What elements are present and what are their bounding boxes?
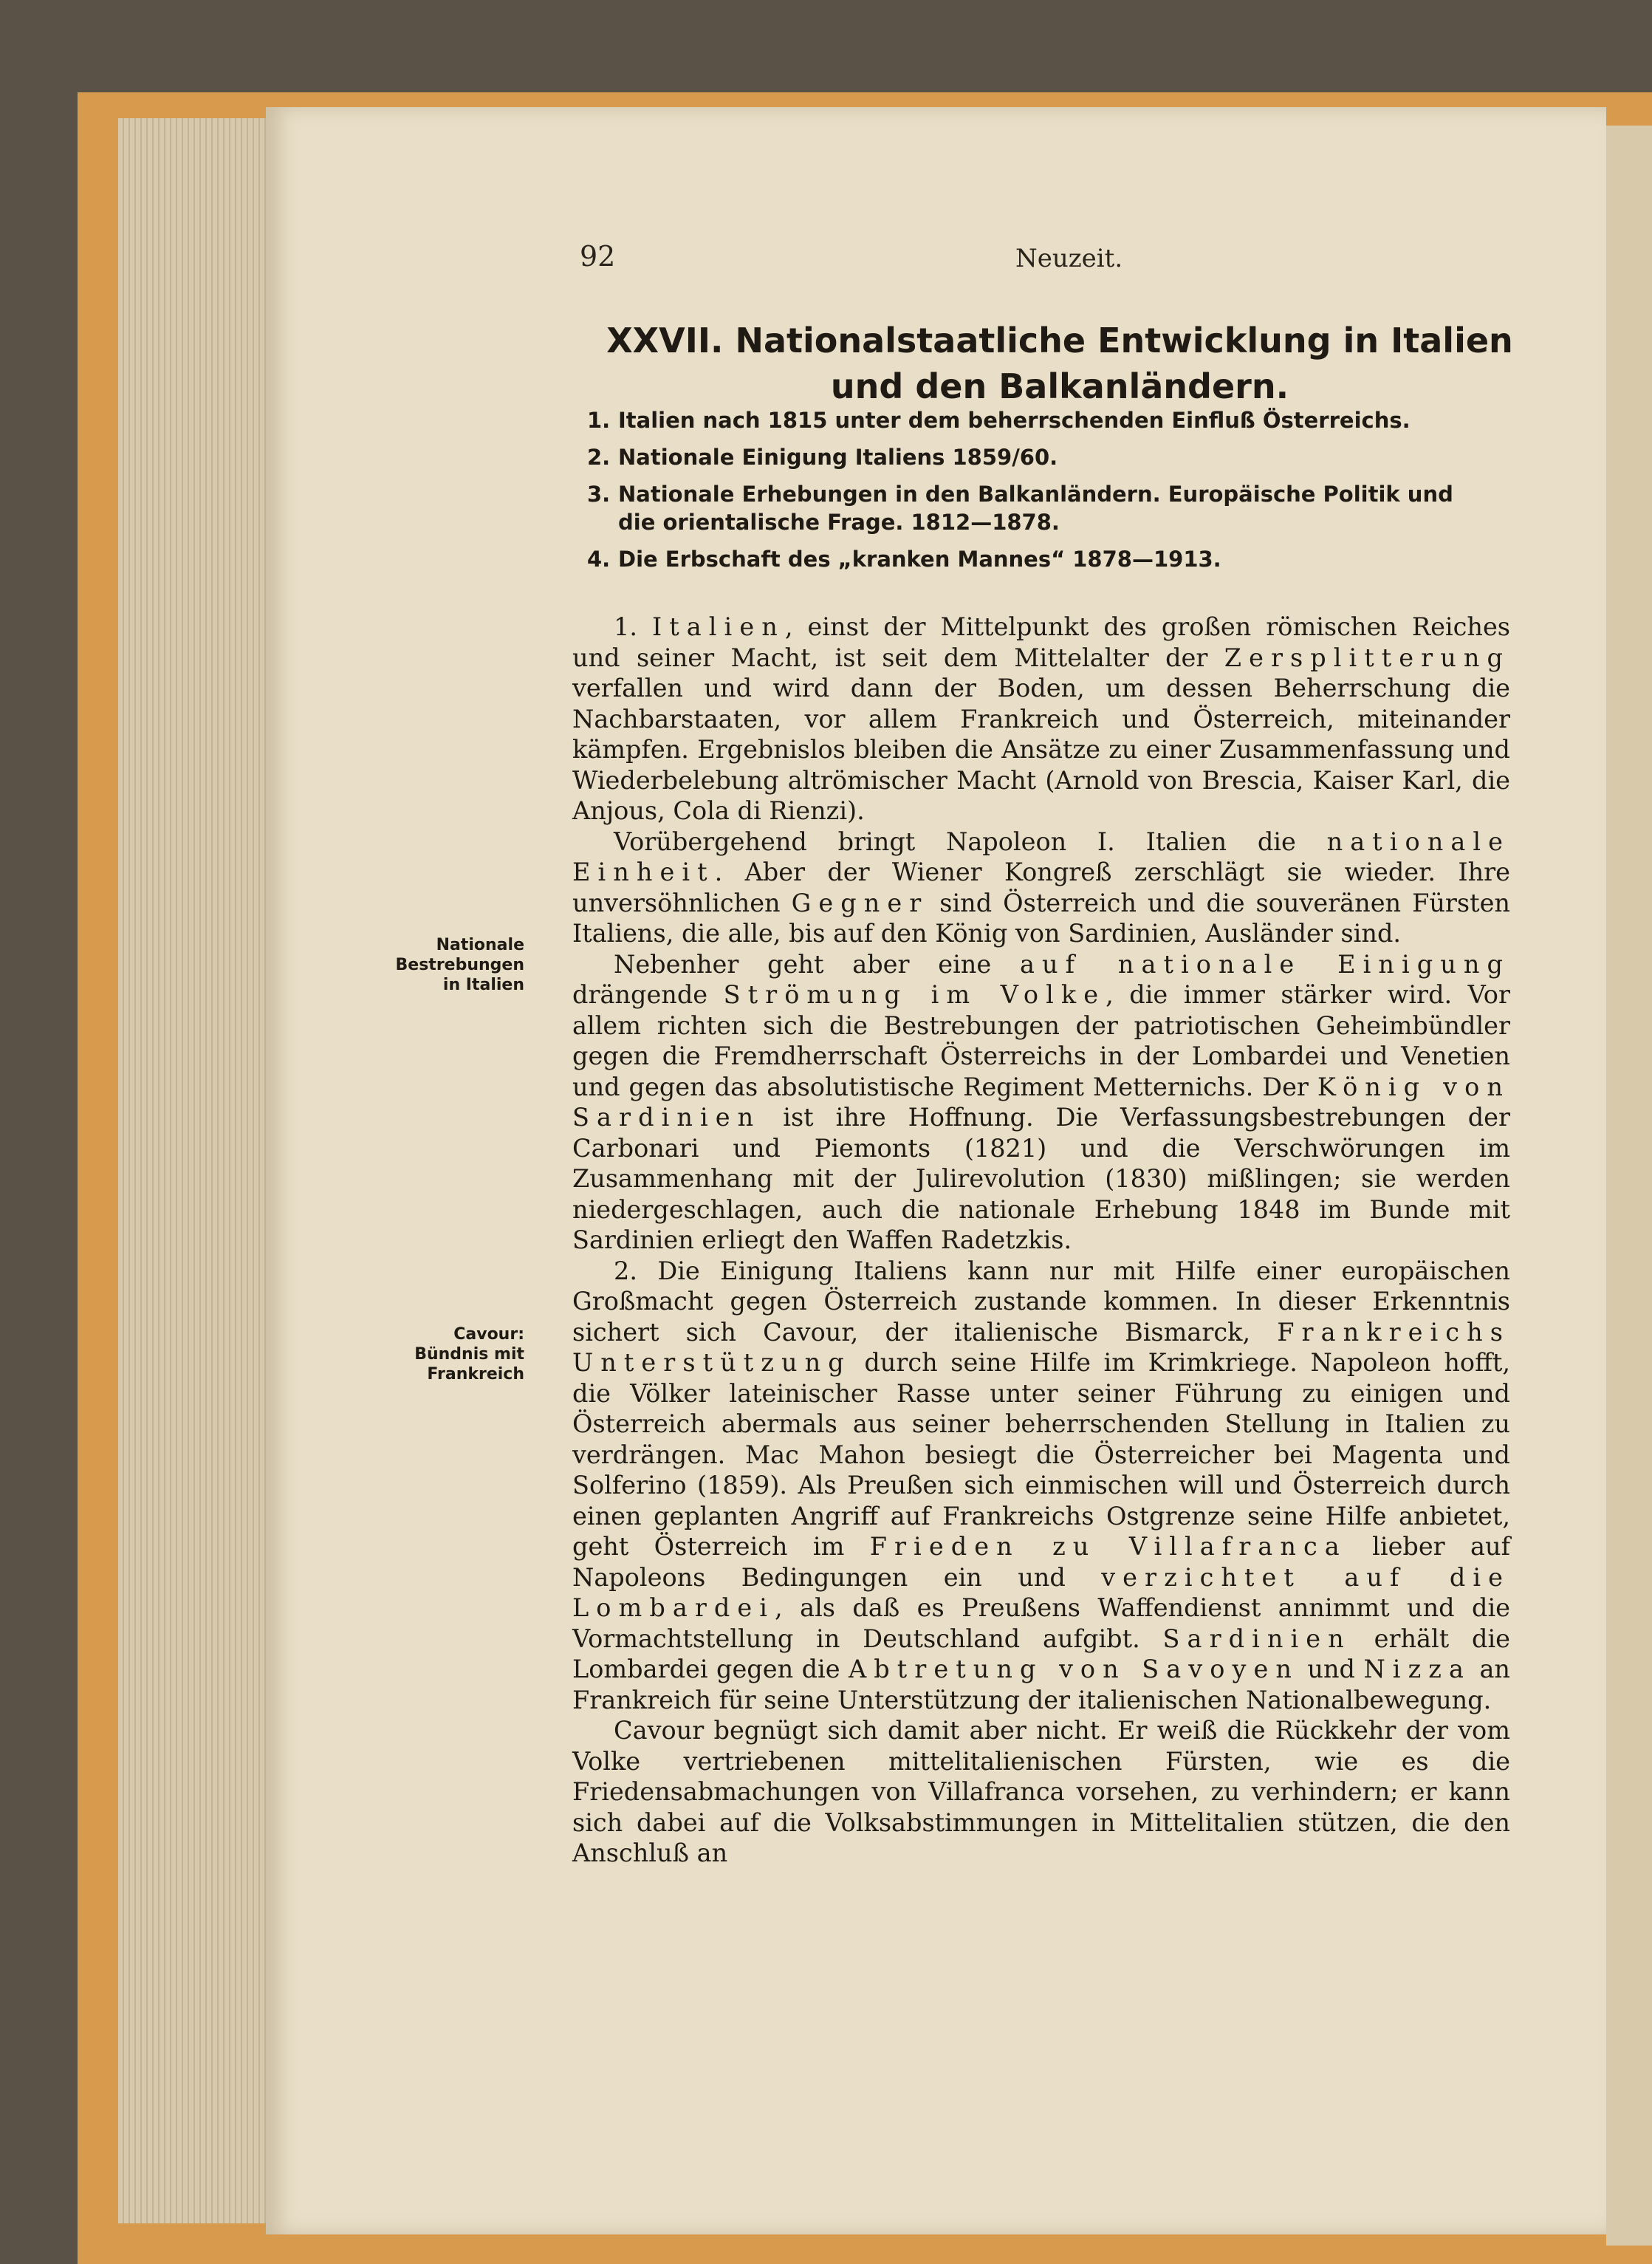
paragraph: Nebenher geht aber eine auf nationale Einigung drängende Strömung im Volke, die immer stärker wird. Vor allem richten sich die Bestrebungen der patriotischen Geheimbündler gegen die Fremdherrschaft Österreichs in der Lombardei und Venetien und gegen das absolutistische Regiment Metternichs. Der König von Sardinien ist ihre Hoffnung. Die Verfassungsbestrebungen der Carbonari und Piemonts (1821) und die Verschwörungen im Zusammenhang mit der Julirevolution (1830) mißlingen; sie werden niedergeschlagen, auch die nationale Erhebung 1848 im Bunde mit Sardinien erliegt den Waffen Radetzkis. [572,949,1510,1254]
contents-item: 3. Nationale Erhebungen in den Balkanländern. Europäische Politik und die orientalische Frage. 1812—1878. [587,482,1453,535]
body-text [572,612,1510,1869]
paragraph: Vorübergehend bringt Napoleon I. Italien die nationale Einheit. Aber der Wiener Kongreß zerschlägt sie wieder. Ihre unversöhnlichen Gegner sind Österreich und die souveränen Fürsten Italiens, die alle, bis auf den König von Sardinien, Ausländer sind. [572,827,1510,948]
page-block-edges [118,118,273,2223]
margin-note-national-aspirations: Nationale Bestrebungen in Italien [395,936,524,994]
running-head: Neuzeit. [1015,244,1123,273]
page-number: 92 [580,240,616,273]
margin-note-cavour-alliance: Cavour: Bündnis mit Frankreich [414,1325,524,1384]
paragraph: 1. Italien, einst der Mittelpunkt des großen römischen Reiches und seiner Macht, ist seit dem Mittelalter der Zersplitterung verfallen und wird dann der Boden, um dessen Beherrschung die Nachbarstaaten, vor allem Frankreich und Österreich, miteinander kämpfen. Ergebnislos bleiben die Ansätze zu einer Zusammenfassung und Wiederbelebung altrömischer Macht (Arnold von Brescia, Kaiser Karl, die Anjous, Cola di Rienzi). [572,612,1510,825]
contents-item: 2. Nationale Einigung Italiens 1859/60. [587,445,1058,470]
contents-item: 4. Die Erbschaft des „kranken Mannes“ 1878—1913. [587,547,1221,572]
chapter-title: XXVII. Nationalstaatliche Entwicklung in Italien und den Balkanländern. [606,321,1513,406]
facing-page-sliver [1606,126,1652,2246]
chapter-contents-list [587,406,1540,582]
contents-item: 1. Italien nach 1815 unter dem beherrschenden Einfluß Österreichs. [587,408,1411,433]
paragraph: 2. Die Einigung Italiens kann nur mit Hilfe einer europäischen Großmacht gegen Österreich zustande kommen. In dieser Erkenntnis sichert sich Cavour, der italienische Bismarck, Frankreichs Unterstützung durch seine Hilfe im Krimkriege. Napoleon hofft, die Völker lateinischer Rasse unter seiner Führung zu einigen und Österreich abermals aus seiner beherrschenden Stellung in Italien zu verdrängen. Mac Mahon besiegt die Österreicher bei Magenta und Solferino (1859). Als Preußen sich einmischen will und Österreich durch einen geplanten Angriff auf Frankreichs Ostgrenze seine Hilfe anbietet, geht Österreich im Frieden zu Villafranca lieber auf Napoleons Bedingungen ein und verzichtet auf die Lombardei, als daß es Preußens Waffendienst annimmt und die Vormachtstellung in Deutschland aufgibt. Sardinien erhält die Lombardei gegen die Abtretung von Savoyen und Nizza an Frankreich für seine Unterstützung der italienischen Nationalbewegung. [572,1256,1510,1714]
paragraph: Cavour begnügt sich damit aber nicht. Er weiß die Rückkehr der vom Volke vertriebenen mittelitalienischen Fürsten, wie es die Friedensabmachungen von Villafranca vorsehen, zu verhindern; er kann sich dabei auf die Volksabstimmungen in Mittelitalien stützen, die den Anschluß an [572,1716,1510,1867]
